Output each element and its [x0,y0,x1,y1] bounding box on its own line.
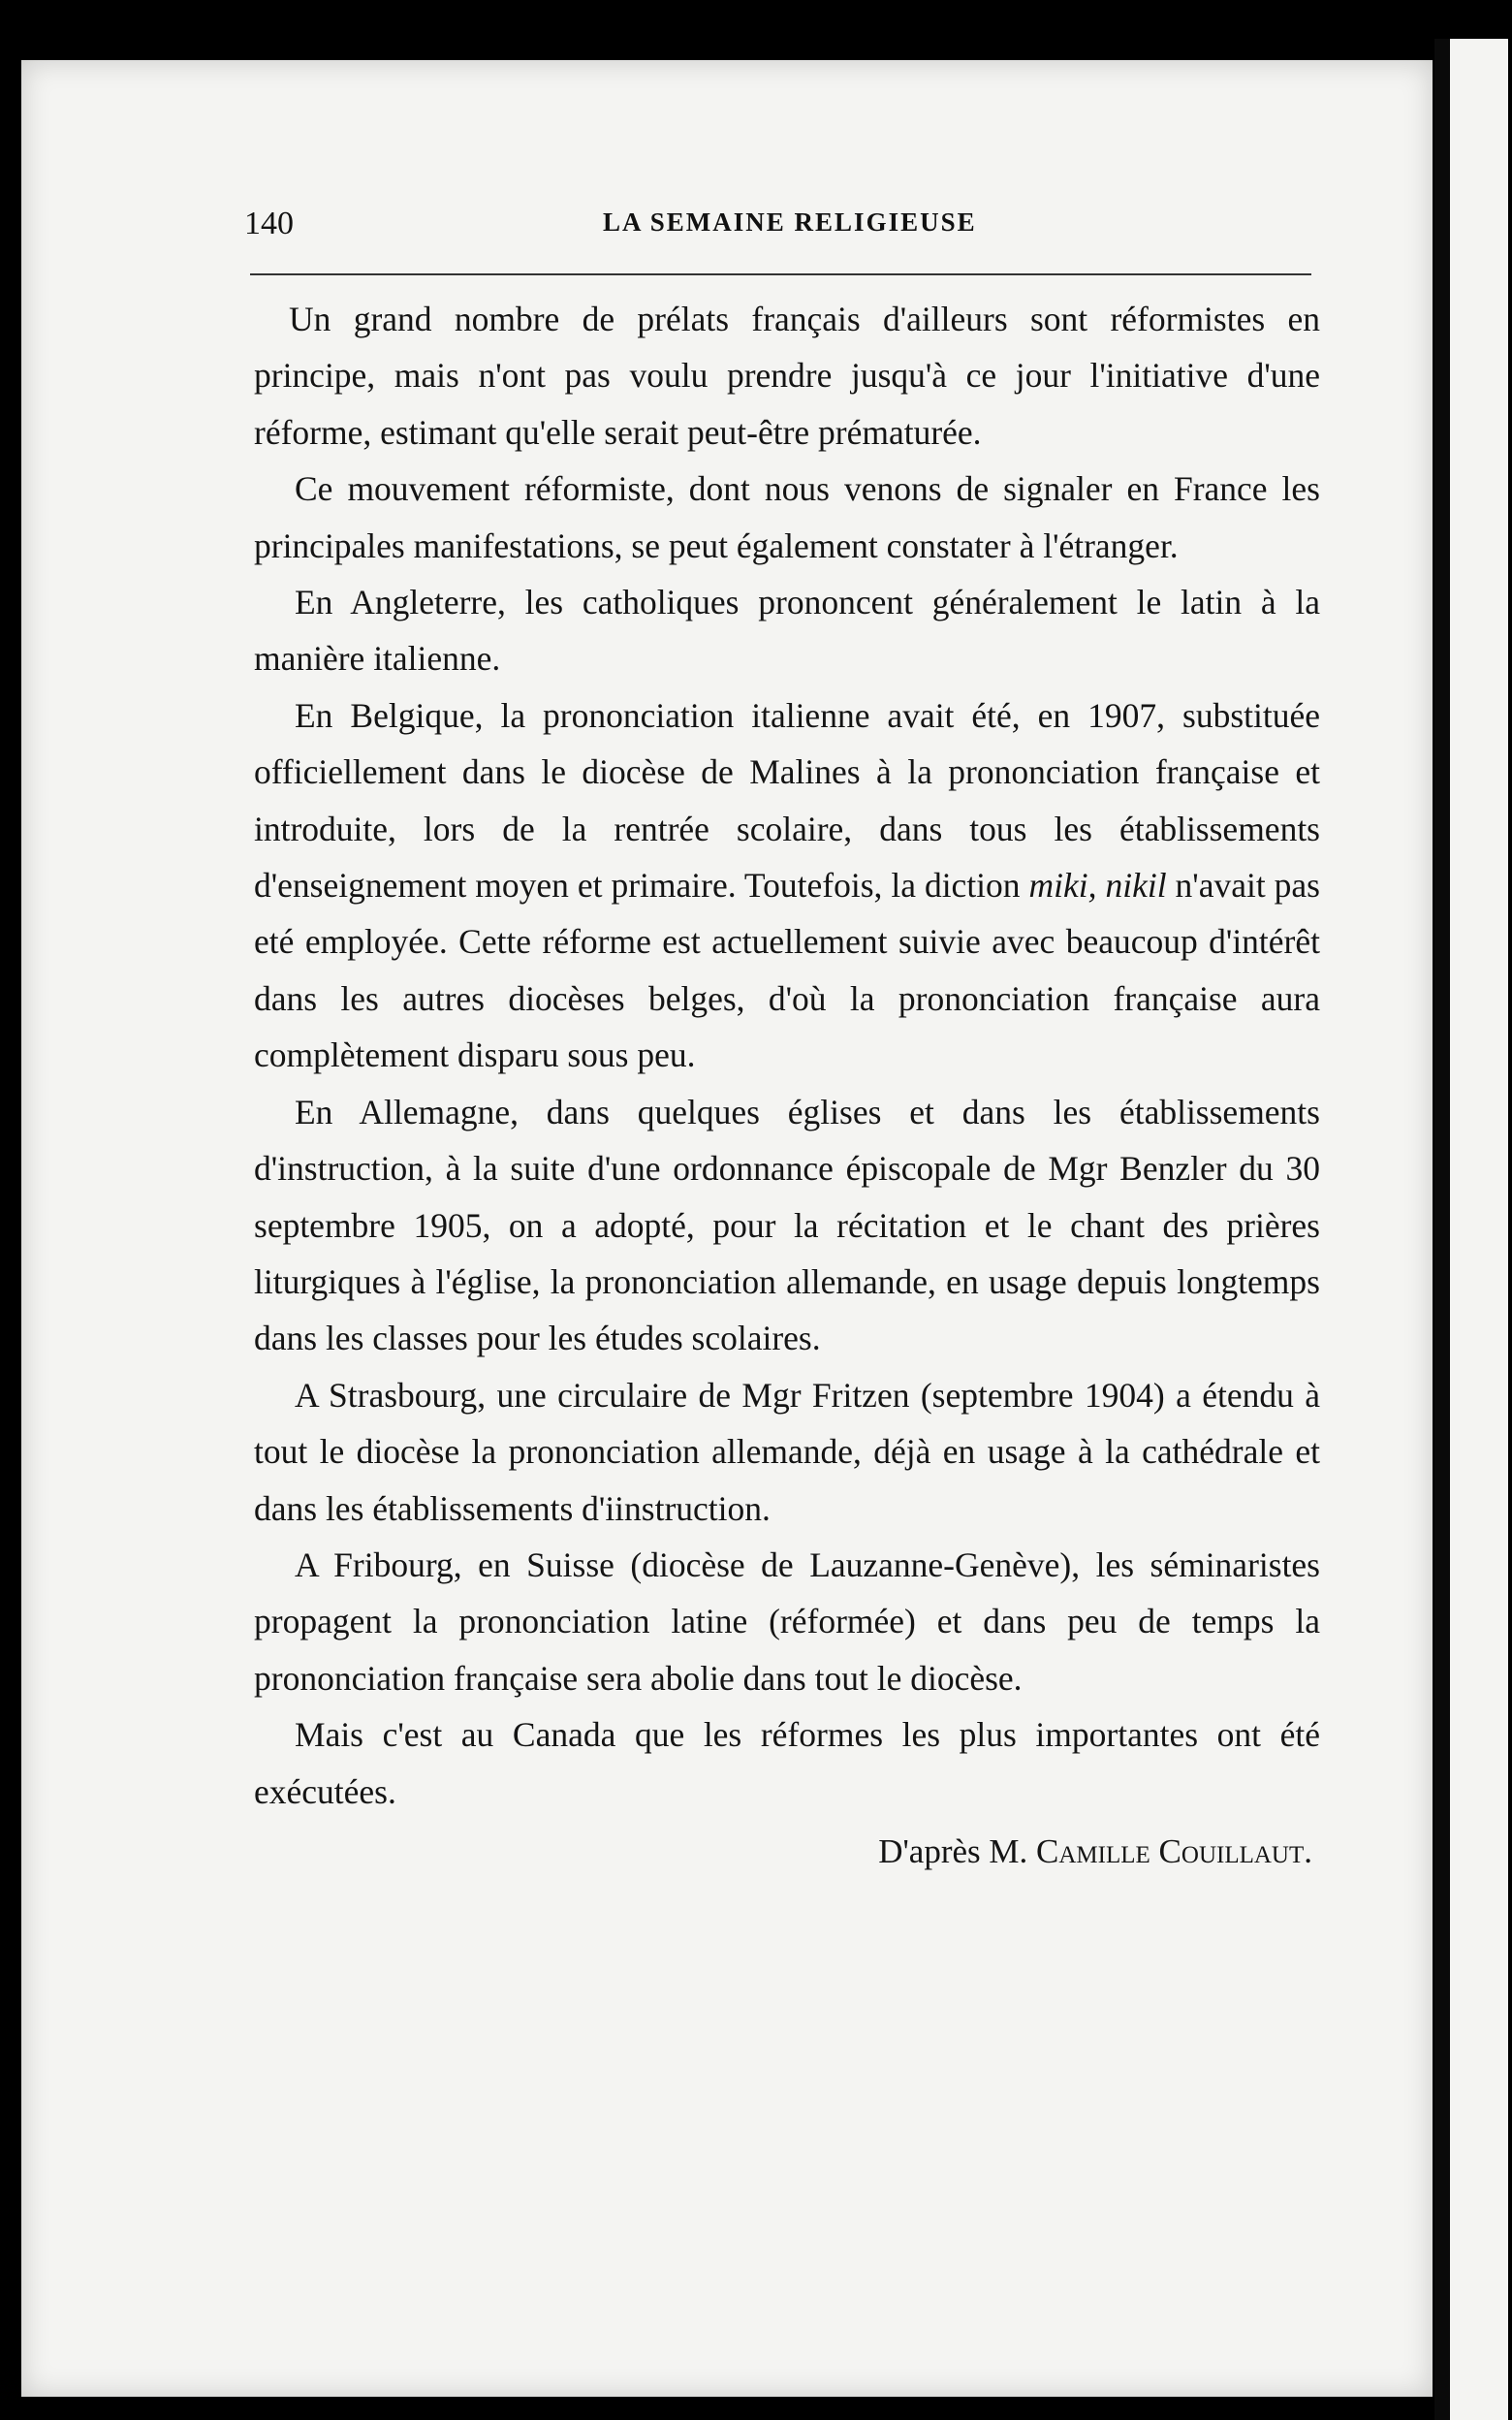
next-page-edge [1450,39,1508,2420]
paragraph-6: A Strasbourg, une circulaire de Mgr Fritzen (septembre 1904) a étendu à tout le diocèse la prononciation allemande, déjà en usage à la cathédrale et dans les établissements d'iinstruction. [254,1375,1320,1528]
paragraph-4-text-a: En Belgique, la prononciation italienne avait été, en 1907, substituée officiellement dans le diocèse de Malines à la prononciation française et introduite, lors de la rentrée scolaire, dans tous les établissements d'enseignement moyen et primaire. Toutefois, la diction [254,695,1320,906]
signature [254,1824,1320,1880]
signature-prefix: D'après M. [878,1831,1037,1870]
paragraph-4 [254,687,1320,1084]
paragraph-1: Un grand nombre de prélats français d'ailleurs sont réformistes en principe, mais n'ont pas voulu prendre jusqu'à ce jour l'initiative d'une réforme, estimant qu'elle serait peut-être prématurée. [254,300,1320,452]
signature-author: Camille Couillaut. [1036,1831,1312,1870]
page-number: 140 [244,206,294,241]
header-rule [250,273,1311,275]
paragraph-3: En Angleterre, les catholiques prononcent généralement le latin à la manière italienne. [254,583,1320,679]
paragraph-7: A Fribourg, en Suisse (diocèse de Lauzanne-Genève), les séminaristes propagent la prononciation latine (réformée) et dans peu de temps la prononciation française sera abolie dans tout le diocèse. [254,1544,1320,1698]
paragraph-2: Ce mouvement réformiste, dont nous venons de signaler en France les principales manifestations, se peut également constater à l'étranger. [254,469,1320,565]
page-header [244,198,1328,246]
running-title: LA SEMAINE RELIGIEUSE [603,207,977,237]
paragraph-8: Mais c'est au Canada que les réformes les plus importantes ont été exécutées. [254,1715,1320,1811]
paragraph-4-italic: miki, nikil [1028,866,1167,906]
article-body [254,291,1320,1880]
paragraph-5: En Allemagne, dans quelques églises et dans les établissements d'instruction, à la suite d'une ordonnance épiscopale de Mgr Benzler du 30 septembre 1905, on a adopté, pour la récitation et le chant des prières liturgiques à l'église, la prononciation allemande, en usage depuis longtemps dans les classes pour les études scolaires. [254,1092,1320,1358]
paragraph-4-text-b: n'avait pas eté employée. Cette réforme est actuellement suivie avec beaucoup d'intérêt dans les autres diocèses belges, d'où la prononciation française aura complètement disparu sous peu. [254,866,1320,1075]
